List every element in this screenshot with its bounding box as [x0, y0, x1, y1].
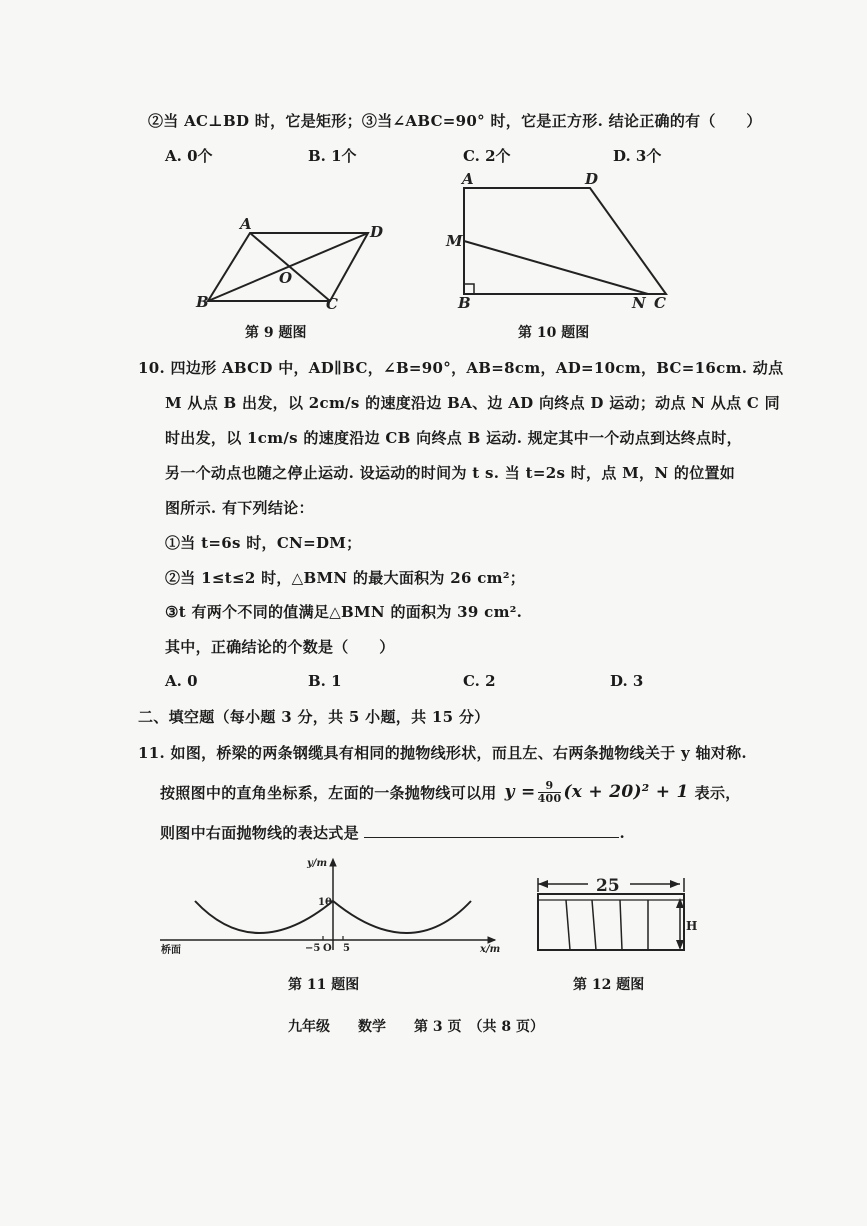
q9-option-b: B. 1个 — [308, 147, 357, 165]
fig11-tick-neg5: −5 — [305, 943, 321, 954]
q9-option-c: C. 2个 — [463, 147, 511, 165]
figure-12 — [530, 870, 700, 960]
q11-line-2-pre: 按照图中的直角坐标系，左面的一条抛物线可以用 — [160, 783, 497, 802]
fig11-origin: O — [323, 943, 332, 954]
figure-10 — [440, 172, 680, 312]
fig12-caption: 第 12 题图 — [573, 977, 645, 993]
q9-option-a: A. 0个 — [165, 147, 213, 165]
fraction-denominator: 400 — [537, 791, 562, 805]
page-footer: 九年级 数学 第 3 页 （共 8 页） — [288, 1019, 544, 1035]
q10-option-b: B. 1 — [308, 672, 342, 690]
fig9-caption: 第 9 题图 — [245, 325, 307, 341]
fig11-ylabel: y/m — [307, 858, 328, 869]
q10-line-1: 10. 四边形 ABCD 中，AD∥BC，∠B=90°，AB=8cm，AD=10cm，BC=16cm. 动点 — [138, 359, 784, 377]
q10-line-5: 图所示. 有下列结论： — [165, 499, 314, 517]
q10-statement-1: ①当 t=6s 时，CN=DM； — [165, 534, 362, 552]
q11-line-2 — [160, 772, 741, 812]
fig12-height-label: H — [686, 919, 698, 933]
fig11-tick-10: 10 — [318, 897, 332, 908]
fig9-label-o: O — [279, 269, 293, 287]
formula-rest: (x + 20)² + 1 — [563, 782, 689, 802]
fig10-label-a: A — [462, 172, 474, 188]
fig9-label-d: D — [370, 223, 384, 241]
fig10-label-m: M — [446, 232, 463, 250]
fig9-label-a: A — [240, 215, 252, 233]
q11-line-2-post: 表示， — [694, 783, 741, 802]
section-heading: 二、填空题（每小题 3 分，共 5 小题，共 15 分） — [138, 708, 490, 726]
fig10-label-b: B — [458, 294, 471, 312]
q10-line-3: 时出发，以 1cm/s 的速度沿边 CB 向终点 B 运动. 规定其中一个动点到达终点时， — [165, 429, 742, 447]
q9-option-d: D. 3个 — [613, 147, 662, 165]
formula-y: y = — [504, 782, 536, 802]
q11-line-3-end: . — [619, 824, 625, 842]
fig10-label-n: N — [632, 294, 646, 312]
q11-line-3 — [160, 822, 625, 843]
q10-statement-2: ②当 1≤t≤2 时，△BMN 的最大面积为 26 cm²； — [165, 569, 526, 587]
fig11-xlabel: x/m — [480, 944, 501, 955]
fig9-label-c: C — [326, 295, 338, 313]
q11-line-3-text: 则图中右面抛物线的表达式是 — [160, 824, 359, 842]
fraction-numerator: 9 — [538, 780, 562, 793]
fig9-label-b: B — [196, 293, 209, 311]
q11-line-1: 11. 如图，桥梁的两条钢缆具有相同的抛物线形状，而且左、右两条抛物线关于 y 轴对称. — [138, 744, 747, 762]
fig11-ground-label: 桥面 — [161, 945, 181, 955]
q9-text: ②当 AC⊥BD 时，它是矩形；③当∠ABC=90° 时，它是正方形. 结论正确的有（ ） — [148, 112, 762, 130]
q10-line-2: M 从点 B 出发，以 2cm/s 的速度沿边 BA、边 AD 向终点 D 运动；动点 N 从点 C 同 — [165, 394, 780, 412]
fig10-label-d: D — [585, 172, 599, 188]
q10-option-c: C. 2 — [463, 672, 496, 690]
q10-statement-3: ③t 有两个不同的值满足△BMN 的面积为 39 cm². — [165, 603, 523, 621]
q10-question: 其中，正确结论的个数是（ ） — [165, 638, 395, 656]
fig10-caption: 第 10 题图 — [518, 325, 590, 341]
fig12-width-label: 25 — [596, 876, 620, 896]
q10-option-d: D. 3 — [610, 672, 644, 690]
fig11-caption: 第 11 题图 — [288, 977, 360, 993]
formula-fraction — [538, 780, 562, 805]
fig11-tick-5: 5 — [343, 943, 350, 954]
fig10-label-c: C — [654, 294, 666, 312]
answer-blank[interactable] — [364, 823, 619, 838]
q10-line-4: 另一个动点也随之停止运动. 设运动的时间为 t s. 当 t=2s 时，点 M，N 的位置如 — [165, 464, 736, 482]
figure-11 — [155, 855, 515, 955]
q10-option-a: A. 0 — [165, 672, 198, 690]
figure-9 — [190, 215, 390, 315]
